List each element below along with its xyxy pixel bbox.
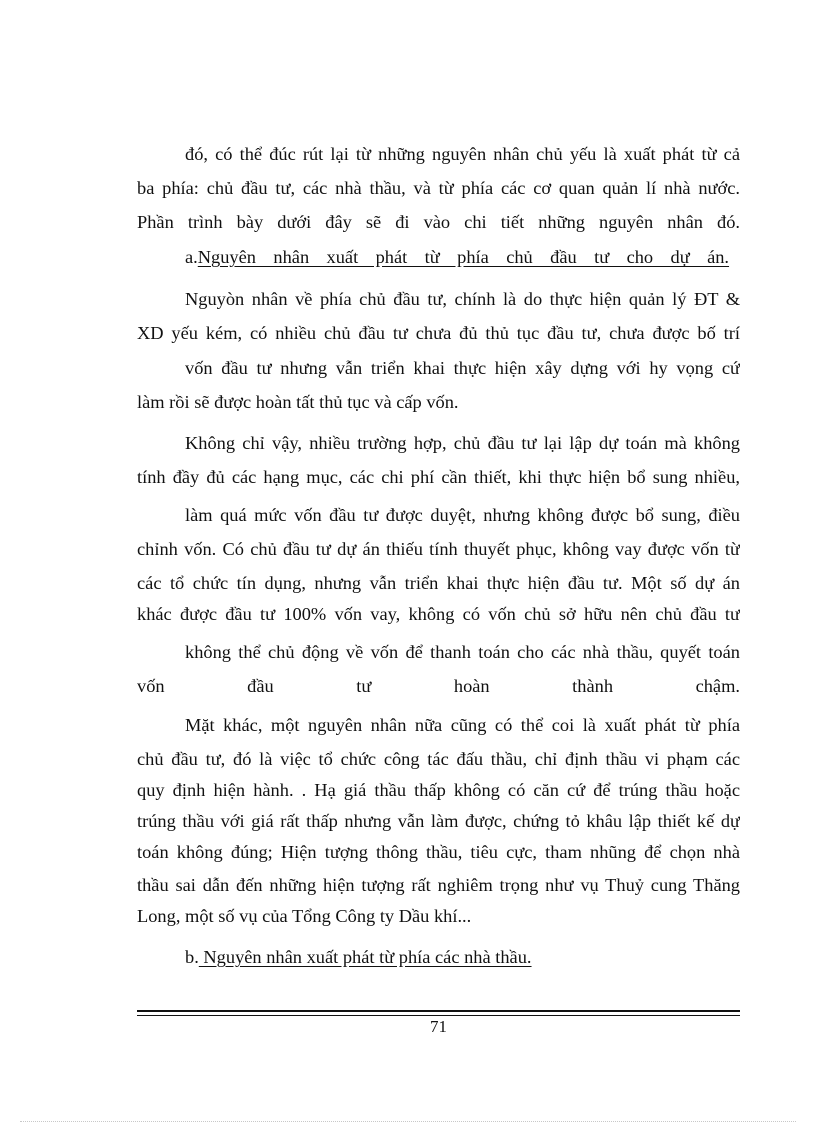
- paragraph-1-line-1: đó, có thể đúc rút lại từ những nguyên nhân chủ yếu là xuất phát từ cả: [185, 144, 740, 164]
- paragraph-4-line-4: trúng thầu với giá rất thấp nhưng vẫn làm được, chứng tỏ khâu lập thiết kế dự: [137, 811, 740, 831]
- paragraph-2-line-4: làm rồi sẽ được hoàn tất thủ tục và cấp vốn.: [137, 392, 459, 412]
- paragraph-4-line-5: toán không đúng; Hiện tượng thông thầu, tiêu cực, tham nhũng để chọn nhà: [137, 842, 740, 862]
- paragraph-3-line-5: các tổ chức tín dụng, nhưng vẫn triển khai thực hiện đầu tư. Một số dự án: [137, 573, 740, 593]
- paragraph-2-line-3: vốn đầu tư nhưng vẫn triển khai thực hiện xây dựng với hy vọng cứ: [185, 358, 740, 378]
- page-bottom-edge: [20, 1121, 796, 1122]
- paragraph-3-line-8: vốn đầu tư hoàn thành chậm.: [137, 676, 740, 696]
- paragraph-3-line-6: khác được đầu tư 100% vốn vay, không có vốn chủ sở hữu nên chủ đầu tư: [137, 604, 740, 624]
- paragraph-4-line-2: chủ đầu tư, đó là việc tổ chức công tác đấu thầu, chỉ định thầu vi phạm các: [137, 749, 740, 769]
- section-heading-b: [185, 945, 740, 969]
- paragraph-4-line-1: Mặt khác, một nguyên nhân nữa cũng có thể coi là xuất phát từ phía: [185, 715, 740, 735]
- paragraph-3-line-2: tính đầy đủ các hạng mục, các chi phí cần thiết, khi thực hiện bổ sung nhiều,: [137, 467, 740, 487]
- footer-rule-thick: [137, 1010, 740, 1012]
- section-heading-a-title: Nguyên nhân xuất phát từ phía chủ đầu tư cho dự án.: [197, 247, 730, 267]
- paragraph-4-line-6: thầu sai dẫn đến những hiện tượng rất nghiêm trọng như vụ Thuỷ cung Thăng: [137, 875, 740, 895]
- paragraph-1-line-3: Phần trình bày dưới đây sẽ đi vào chi tiết những nguyên nhân đó.: [137, 212, 740, 232]
- section-heading-a: [185, 245, 740, 269]
- paragraph-2-line-2: XD yếu kém, có nhiều chủ đầu tư chưa đủ thủ tục đầu tư, chưa được bố trí: [137, 323, 740, 343]
- paragraph-3-line-7: không thể chủ động về vốn để thanh toán cho các nhà thầu, quyết toán: [185, 642, 740, 662]
- paragraph-3-line-1: Không chỉ vậy, nhiều trường hợp, chủ đầu tư lại lập dự toán mà không: [185, 433, 740, 453]
- page-number: 71: [430, 1017, 447, 1036]
- paragraph-3-line-4: chỉnh vốn. Có chủ đầu tư dự án thiếu tính thuyết phục, không vay được vốn từ: [137, 539, 740, 559]
- section-heading-b-prefix: b.: [185, 947, 199, 967]
- paragraph-2-line-1: Nguyòn nhân về phía chủ đầu tư, chính là do thực hiện quản lý ĐT &: [185, 289, 740, 309]
- paragraph-4-line-7: Long, một số vụ của Tổng Công ty Dầu khí...: [137, 906, 472, 926]
- paragraph-3-line-3: làm quá mức vốn đầu tư được duyệt, nhưng không được bổ sung, điều: [185, 505, 740, 525]
- paragraph-4-line-3: quy định hiện hành. . Hạ giá thầu thấp không có căn cứ để trúng thầu hoặc: [137, 780, 740, 800]
- section-heading-a-prefix: a.: [185, 247, 198, 267]
- section-heading-b-title: Nguyên nhân xuất phát từ phía các nhà thầu.: [198, 947, 532, 967]
- paragraph-1-line-2: ba phía: chủ đầu tư, các nhà thầu, và từ phía các cơ quan quản lí nhà nước.: [137, 178, 740, 198]
